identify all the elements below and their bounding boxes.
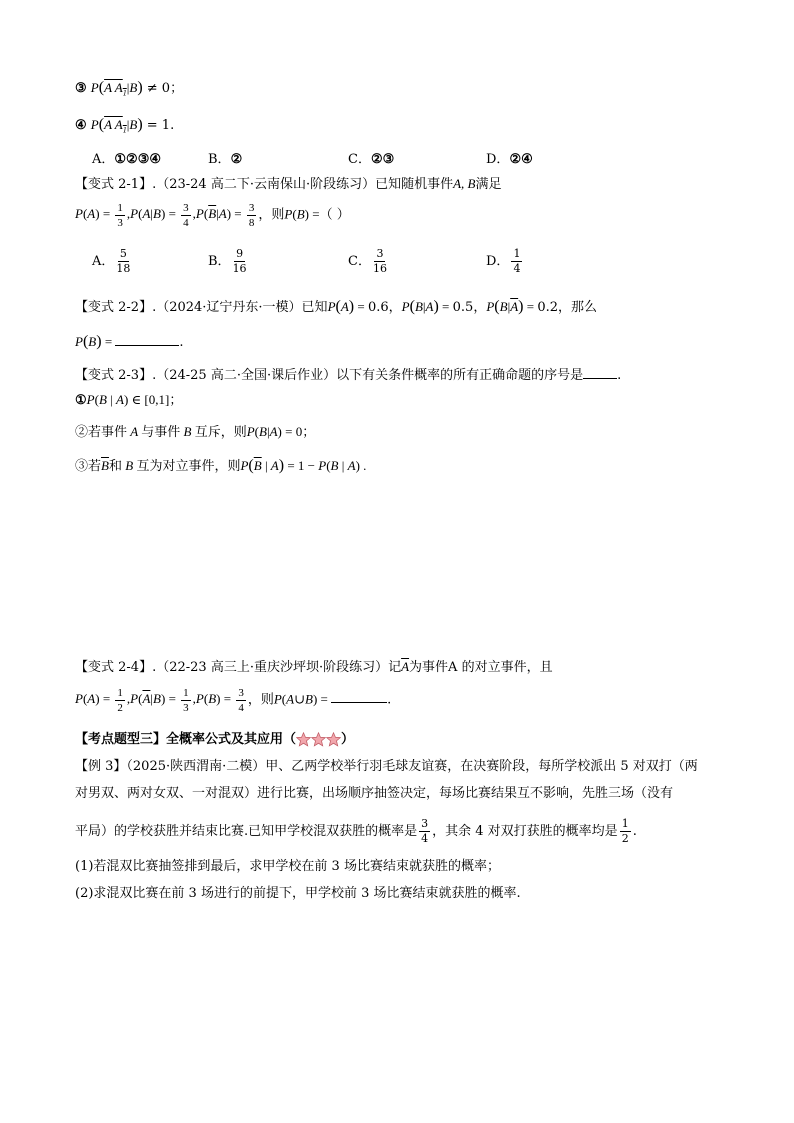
option-label: D． xyxy=(486,152,510,167)
option-label: C． xyxy=(348,152,371,167)
item-4-tail: = 1. xyxy=(146,118,175,133)
item-text-c: 互斥，则 xyxy=(194,425,247,440)
star-icon xyxy=(326,732,341,747)
given-3-value: 0.2 xyxy=(537,300,558,315)
variant-2-1-header xyxy=(75,177,502,191)
item-formula: $P(\overline{B}$ | A) = 1 − P(B | A) . xyxy=(240,457,367,474)
answer-blank[interactable] xyxy=(331,690,387,703)
variant-tag: 【变式 2-1】 xyxy=(75,177,153,192)
option-label: B． xyxy=(208,152,231,167)
example-3-line-3: 平局）的学校获胜并结束比赛.已知甲学校混双获胜的概率是 $\frac{3}{4}$ ，其余 4 对双打获胜的概率均是 $\frac{1}{2}$ . xyxy=(75,817,637,845)
variant-source: .（23-24 高二下·云南保山·阶段练习）已知随机事件 xyxy=(152,177,454,192)
option-num: 3 xyxy=(376,247,384,260)
item-4-marker: ④ xyxy=(75,118,87,133)
variant-tag: 【变式 2-4】 xyxy=(75,660,153,675)
option-label: D． xyxy=(486,254,510,269)
variant-source: .（2024·辽宁丹东·一模）已知 xyxy=(152,300,328,315)
variant-tag: 【变式 2-2】 xyxy=(75,300,153,315)
item-3-tail: ≠ 0； xyxy=(146,81,184,96)
q1-option-b[interactable] xyxy=(208,148,242,167)
variant-2-2-header: 【变式 2-2】.（2024·辽宁丹东·一模）已知P(A) = 0.6，P(B|A) = 0.5，$P(B|\overline{A}) = 0.2$，那么 xyxy=(75,298,598,315)
q1-option-c[interactable] xyxy=(348,148,394,167)
given-1: P(A) = xyxy=(327,298,368,315)
q1-option-a[interactable] xyxy=(92,148,161,167)
sub-question: (2)求混双比赛在前 3 场进行的前提下，甲学校前 3 场比赛结束就获胜的概率. xyxy=(75,886,521,901)
item-4-formula: P(A $A_1|B$) xyxy=(90,116,143,135)
variant-tail: 为事件A 的对立事件，且 xyxy=(409,660,553,675)
item-formula: P(B | A) ∈ [0,1]； xyxy=(86,392,183,407)
event-names: A, B xyxy=(453,176,476,191)
example-tag: 【例 3】 xyxy=(75,759,127,774)
q2-option-a[interactable] xyxy=(92,248,132,275)
variant-tag: 【变式 2-3】 xyxy=(75,368,153,383)
item-text-a: ③若 xyxy=(75,459,102,474)
option-label: C． xyxy=(348,254,371,269)
sub-question: (1)若混双比赛抽签排到最后，求甲学校在前 3 场比赛结束就获胜的概率； xyxy=(75,859,500,874)
answer-blank[interactable] xyxy=(583,366,617,379)
variant-2-3-item-3: ③若$\overline{B}$和 B 互为对立事件，则$P(\overline{B}$ | A) = 1 − P(B | A) . xyxy=(75,457,367,474)
variant-2-2-answer: P(B) = . xyxy=(75,333,184,350)
star-icon xyxy=(311,732,326,747)
option-value: ② xyxy=(230,152,243,167)
variant-2-1-given xyxy=(75,202,350,229)
variant-source: .（22-23 高三上·重庆沙坪坝·阶段练习）记 xyxy=(152,660,402,675)
item-text-c: 互为对立事件，则 xyxy=(136,459,241,474)
item-4 xyxy=(75,117,174,135)
example-text: 对男双、两对女双、一对混双）进行比赛，出场顺序抽签决定，每场比赛结果互不影响，先胜三场（没有 xyxy=(75,786,674,801)
variant-2-3-item-2: ②若事件 A 与事件 B 互斥，则P(B|A) = 0； xyxy=(75,424,316,440)
ask-formula: P(B) = xyxy=(284,206,320,222)
given-1-value: 0.6 xyxy=(367,300,389,315)
ask-blank: （ ） xyxy=(319,207,350,223)
section-title xyxy=(75,732,354,747)
given-3: $P(B|\overline{A})$ = xyxy=(486,298,538,315)
variant-2-4-header: 【变式 2-4】.（22-23 高三上·重庆沙坪坝·阶段练习）记$\overline{A}$为事件A 的对立事件，且 xyxy=(75,659,553,675)
given-formula: P(A) = $\frac{1}{3}$ ,P(A|B) = $\frac{3}{4}$ $,P(\overline{B}|A)$ = $\frac{3}{8}$ xyxy=(75,202,255,229)
q2-option-d[interactable] xyxy=(486,248,524,275)
example-3-line-2 xyxy=(75,787,673,800)
item-text-b: 和 xyxy=(108,459,122,474)
q2-option-b[interactable] xyxy=(208,248,249,275)
option-value: ②④ xyxy=(509,152,533,167)
answer-blank[interactable] xyxy=(115,333,179,346)
item-marker: ① xyxy=(75,393,87,408)
example-3-line-1 xyxy=(75,760,698,773)
section-title-text: 【考点题型三】全概率公式及其应用（ xyxy=(75,732,297,747)
item-text-b: 与事件 xyxy=(141,425,181,440)
option-label: B． xyxy=(208,254,231,269)
item-3-formula: P(A $A_1|B$) xyxy=(90,79,143,98)
example-3-sub-2 xyxy=(75,887,521,900)
item-3-marker: ③ xyxy=(75,81,87,96)
variant-2-4-given: P(A) = $\frac{1}{2}$ $,P(\overline{A}|B)$ = $\frac{1}{3}$ ,P(B) = $\frac{3}{4}$ ，则P(A∪B) = . xyxy=(75,687,392,714)
variant-2-3-item-1 xyxy=(75,393,182,407)
ask-formula: P(A∪B) = xyxy=(273,691,332,707)
section-title-close: ） xyxy=(341,732,355,747)
given-tail: ，则 xyxy=(258,207,285,223)
given-formula: P(A) = $\frac{1}{2}$ $,P(\overline{A}|B)$ = $\frac{1}{3}$ ,P(B) = $\frac{3}{4}$ xyxy=(75,687,244,714)
q2-option-c[interactable] xyxy=(348,248,389,275)
item-text-a: ②若事件 xyxy=(75,425,128,440)
option-den: 4 xyxy=(513,262,521,275)
given-2: P(B|A) = xyxy=(401,298,453,315)
option-den: 16 xyxy=(232,262,247,275)
option-den: 18 xyxy=(116,262,131,275)
option-value: ②③ xyxy=(370,152,395,167)
option-label: A． xyxy=(92,152,115,167)
option-value: ①②③④ xyxy=(114,152,162,167)
star-icon xyxy=(296,732,311,747)
given-2-value: 0.5 xyxy=(452,300,474,315)
example-text: 平局）的学校获胜并结束比赛.已知甲学校混双获胜的概率是 xyxy=(75,824,418,839)
variant-tail: 满足 xyxy=(475,177,502,192)
option-num: 1 xyxy=(513,247,521,260)
example-3-sub-1 xyxy=(75,860,500,873)
item-3 xyxy=(75,80,183,98)
variant-text: .（24-25 高二·全国·课后作业）以下有关条件概率的所有正确命题的序号是 xyxy=(152,368,584,383)
option-den: 16 xyxy=(372,262,387,275)
option-num: 9 xyxy=(236,247,244,260)
variant-2-3-header: 【变式 2-3】.（24-25 高二·全国·课后作业）以下有关条件概率的所有正确命题的序号是 . xyxy=(75,368,622,383)
example-text: （2025·陕西渭南·二模）甲、乙两学校举行羽毛球友谊赛，在决赛阶段，每所学校派出 5 对双打（两 xyxy=(126,759,698,774)
option-num: 5 xyxy=(119,247,127,260)
variant-tail: ，那么 xyxy=(558,300,598,315)
answer-formula: P(B) = xyxy=(75,333,116,350)
example-text: ，其余 4 对双打获胜的概率均是 xyxy=(432,824,618,839)
option-label: A． xyxy=(92,254,115,269)
item-formula: P(B|A) = 0； xyxy=(246,424,316,439)
q1-option-d[interactable] xyxy=(486,148,533,167)
